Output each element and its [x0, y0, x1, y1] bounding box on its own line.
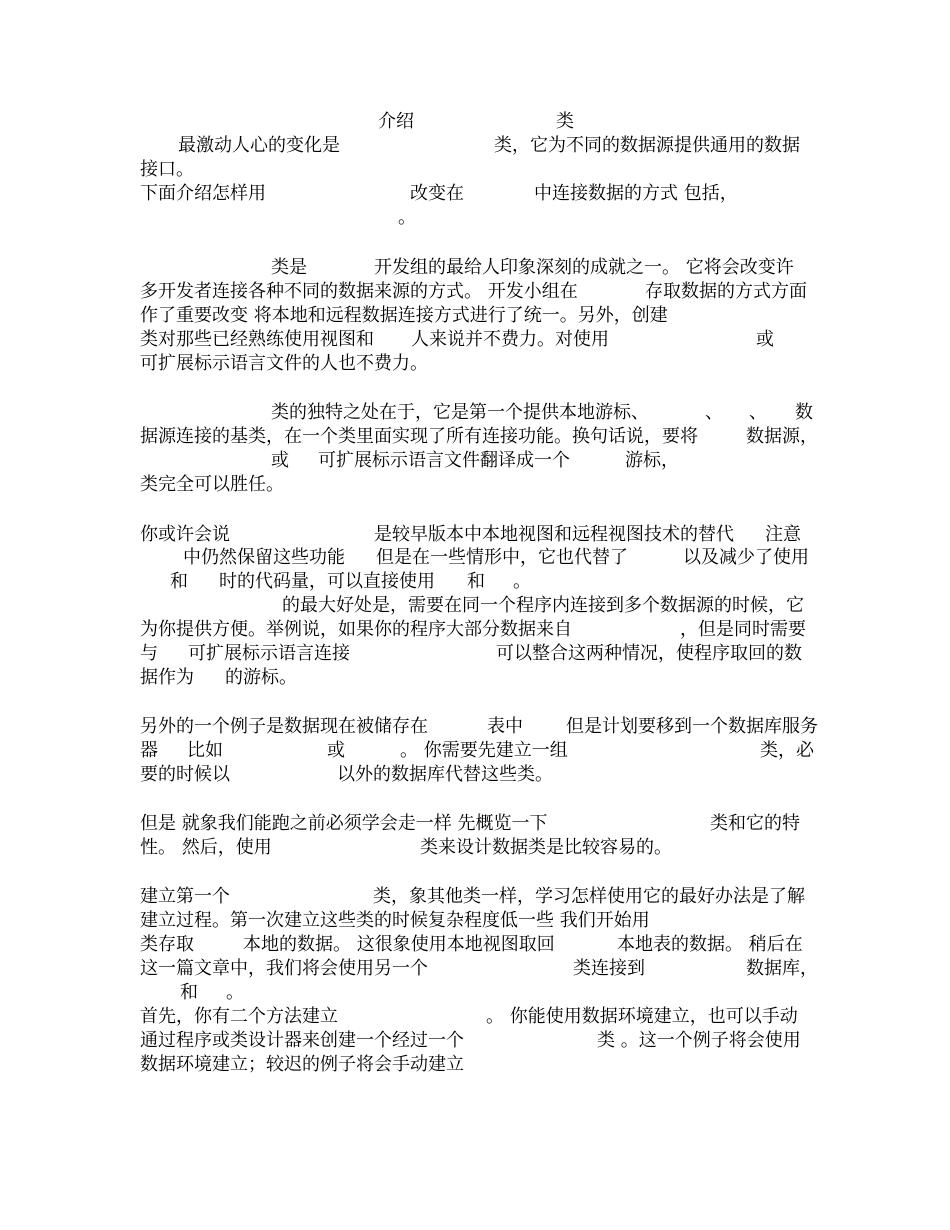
- text-segment: 类对那些已经熟练使用视图和: [140, 329, 374, 350]
- text-segment: 。: [513, 571, 531, 592]
- title-text: 介绍: [378, 111, 414, 132]
- text-segment: 的最大好处是，需要在同一个程序内连接到多个数据源的时候，它: [282, 595, 804, 616]
- text-segment: 数据环境建立；较迟的例子将会手动建立: [140, 1054, 464, 1075]
- text-segment: 可扩展标示语言文件的人也不费力。: [140, 353, 428, 374]
- text-segment: 但是计划要移到一个数据库服务: [566, 716, 818, 737]
- text-segment: 本地表的数据。 稍后在: [617, 934, 803, 955]
- text-segment: 中连接数据的方式 包括，: [534, 183, 738, 204]
- text-segment: 通过程序或类设计器来创建一个经过一个: [140, 1030, 464, 1051]
- text-segment: 和: [170, 571, 188, 592]
- text-segment: 据作为: [140, 667, 194, 688]
- text-segment: 比如: [187, 740, 223, 761]
- text-segment: 游标，: [625, 450, 679, 471]
- text-segment: 存取数据的方式方面: [645, 281, 807, 302]
- text-segment: 或: [756, 329, 774, 350]
- text-segment: 、: [705, 402, 723, 423]
- text-segment: 。: [226, 982, 244, 1003]
- text-segment: 。 你能使用数据环境建立，也可以手动: [486, 1006, 798, 1027]
- text-segment: 类完全可以胜任。: [140, 474, 284, 495]
- text-segment: 类存取: [140, 934, 194, 955]
- text-segment: 建立第一个: [140, 886, 230, 907]
- text-segment: 要的时候以: [140, 764, 230, 785]
- text-segment: 类来设计数据类是比较容易的。: [420, 837, 672, 858]
- text-segment: 作了重要改变 将本地和远程数据连接方式进行了统一。另外，创建: [140, 305, 668, 326]
- text-segment: 最激动人心的变化是: [178, 135, 340, 156]
- text-segment: 可扩展标示语言连接: [188, 643, 350, 664]
- text-segment: 或: [271, 450, 289, 471]
- text-segment: 本地的数据。 这很象使用本地视图取回: [243, 934, 555, 955]
- text-segment: 性。 然后，使用: [140, 837, 272, 858]
- text-segment: 类连接到: [573, 958, 645, 979]
- text-segment: 类 。这一个例子将会使用: [597, 1030, 801, 1051]
- text-segment: 你或许会说: [140, 524, 230, 545]
- text-segment: 和: [467, 571, 485, 592]
- text-segment: 类和它的特: [710, 813, 800, 834]
- text-segment: 的游标。: [225, 667, 297, 688]
- text-segment: 数据库，: [746, 958, 818, 979]
- text-segment: 以外的数据库代替这些类。: [337, 764, 553, 785]
- text-segment: 人来说并不费力。对使用: [411, 329, 609, 350]
- text-segment: 另外的一个例子是数据现在被储存在: [140, 716, 428, 737]
- text-segment: 可扩展标示语言文件翻译成一个: [318, 450, 570, 471]
- text-segment: 据源连接的基类，在一个类里面实现了所有连接功能。换句话说，要将: [140, 426, 698, 447]
- text-segment: 以及减少了使用: [683, 547, 809, 568]
- text-segment: 类，它为不同的数据源提供通用的数据: [494, 135, 800, 156]
- text-segment: 和: [180, 982, 198, 1003]
- text-segment: 改变在: [410, 183, 464, 204]
- text-segment: 接口。: [140, 159, 194, 180]
- text-segment: 。: [398, 207, 416, 228]
- text-segment: 类的独特之处在于，它是第一个提供本地游标、: [271, 402, 649, 423]
- text-segment: 建立过程。第一次建立这些类的时候复杂程度低一些 我们开始用: [140, 910, 650, 931]
- text-segment: ，但是同时需要: [680, 619, 806, 640]
- text-segment: 数: [795, 402, 813, 423]
- text-segment: 类，必: [760, 740, 814, 761]
- text-segment: 但是在一些情形中，它也代替了: [376, 547, 628, 568]
- text-segment: 数据源，: [746, 426, 818, 447]
- text-segment: 为你提供方便。举例说，如果你的程序大部分数据来自: [140, 619, 572, 640]
- text-segment: 、: [749, 402, 767, 423]
- text-segment: 是较早版本中本地视图和远程视图技术的替代: [374, 524, 734, 545]
- text-segment: 这一篇文章中，我们将会使用另一个: [140, 958, 428, 979]
- text-segment: 类，象其他类一样，学习怎样使用它的最好办法是了解: [373, 886, 805, 907]
- text-segment: 可以整合这两种情况，使程序取回的数: [496, 643, 802, 664]
- text-segment: 但是 就象我们能跑之前必须学会走一样 先概览一下: [140, 813, 548, 834]
- text-segment: 下面介绍怎样用: [140, 183, 266, 204]
- text-segment: 多开发者连接各种不同的数据来源的方式。 开发小组在: [140, 281, 578, 302]
- title-text: 类: [556, 111, 574, 132]
- text-segment: 注意: [765, 524, 801, 545]
- text-segment: 类是: [271, 257, 307, 278]
- text-segment: 。 你需要先建立一组: [400, 740, 568, 761]
- text-segment: 或: [327, 740, 345, 761]
- text-segment: 表中: [487, 716, 523, 737]
- text-segment: 与: [140, 643, 158, 664]
- text-segment: 开发组的最给人印象深刻的成就之一。 它将会改变许: [374, 257, 794, 278]
- text-segment: 时的代码量，可以直接使用: [219, 571, 435, 592]
- text-segment: 首先，你有二个方法建立: [140, 1006, 338, 1027]
- text-segment: 中仍然保留这些功能: [183, 547, 345, 568]
- text-segment: 器: [140, 740, 158, 761]
